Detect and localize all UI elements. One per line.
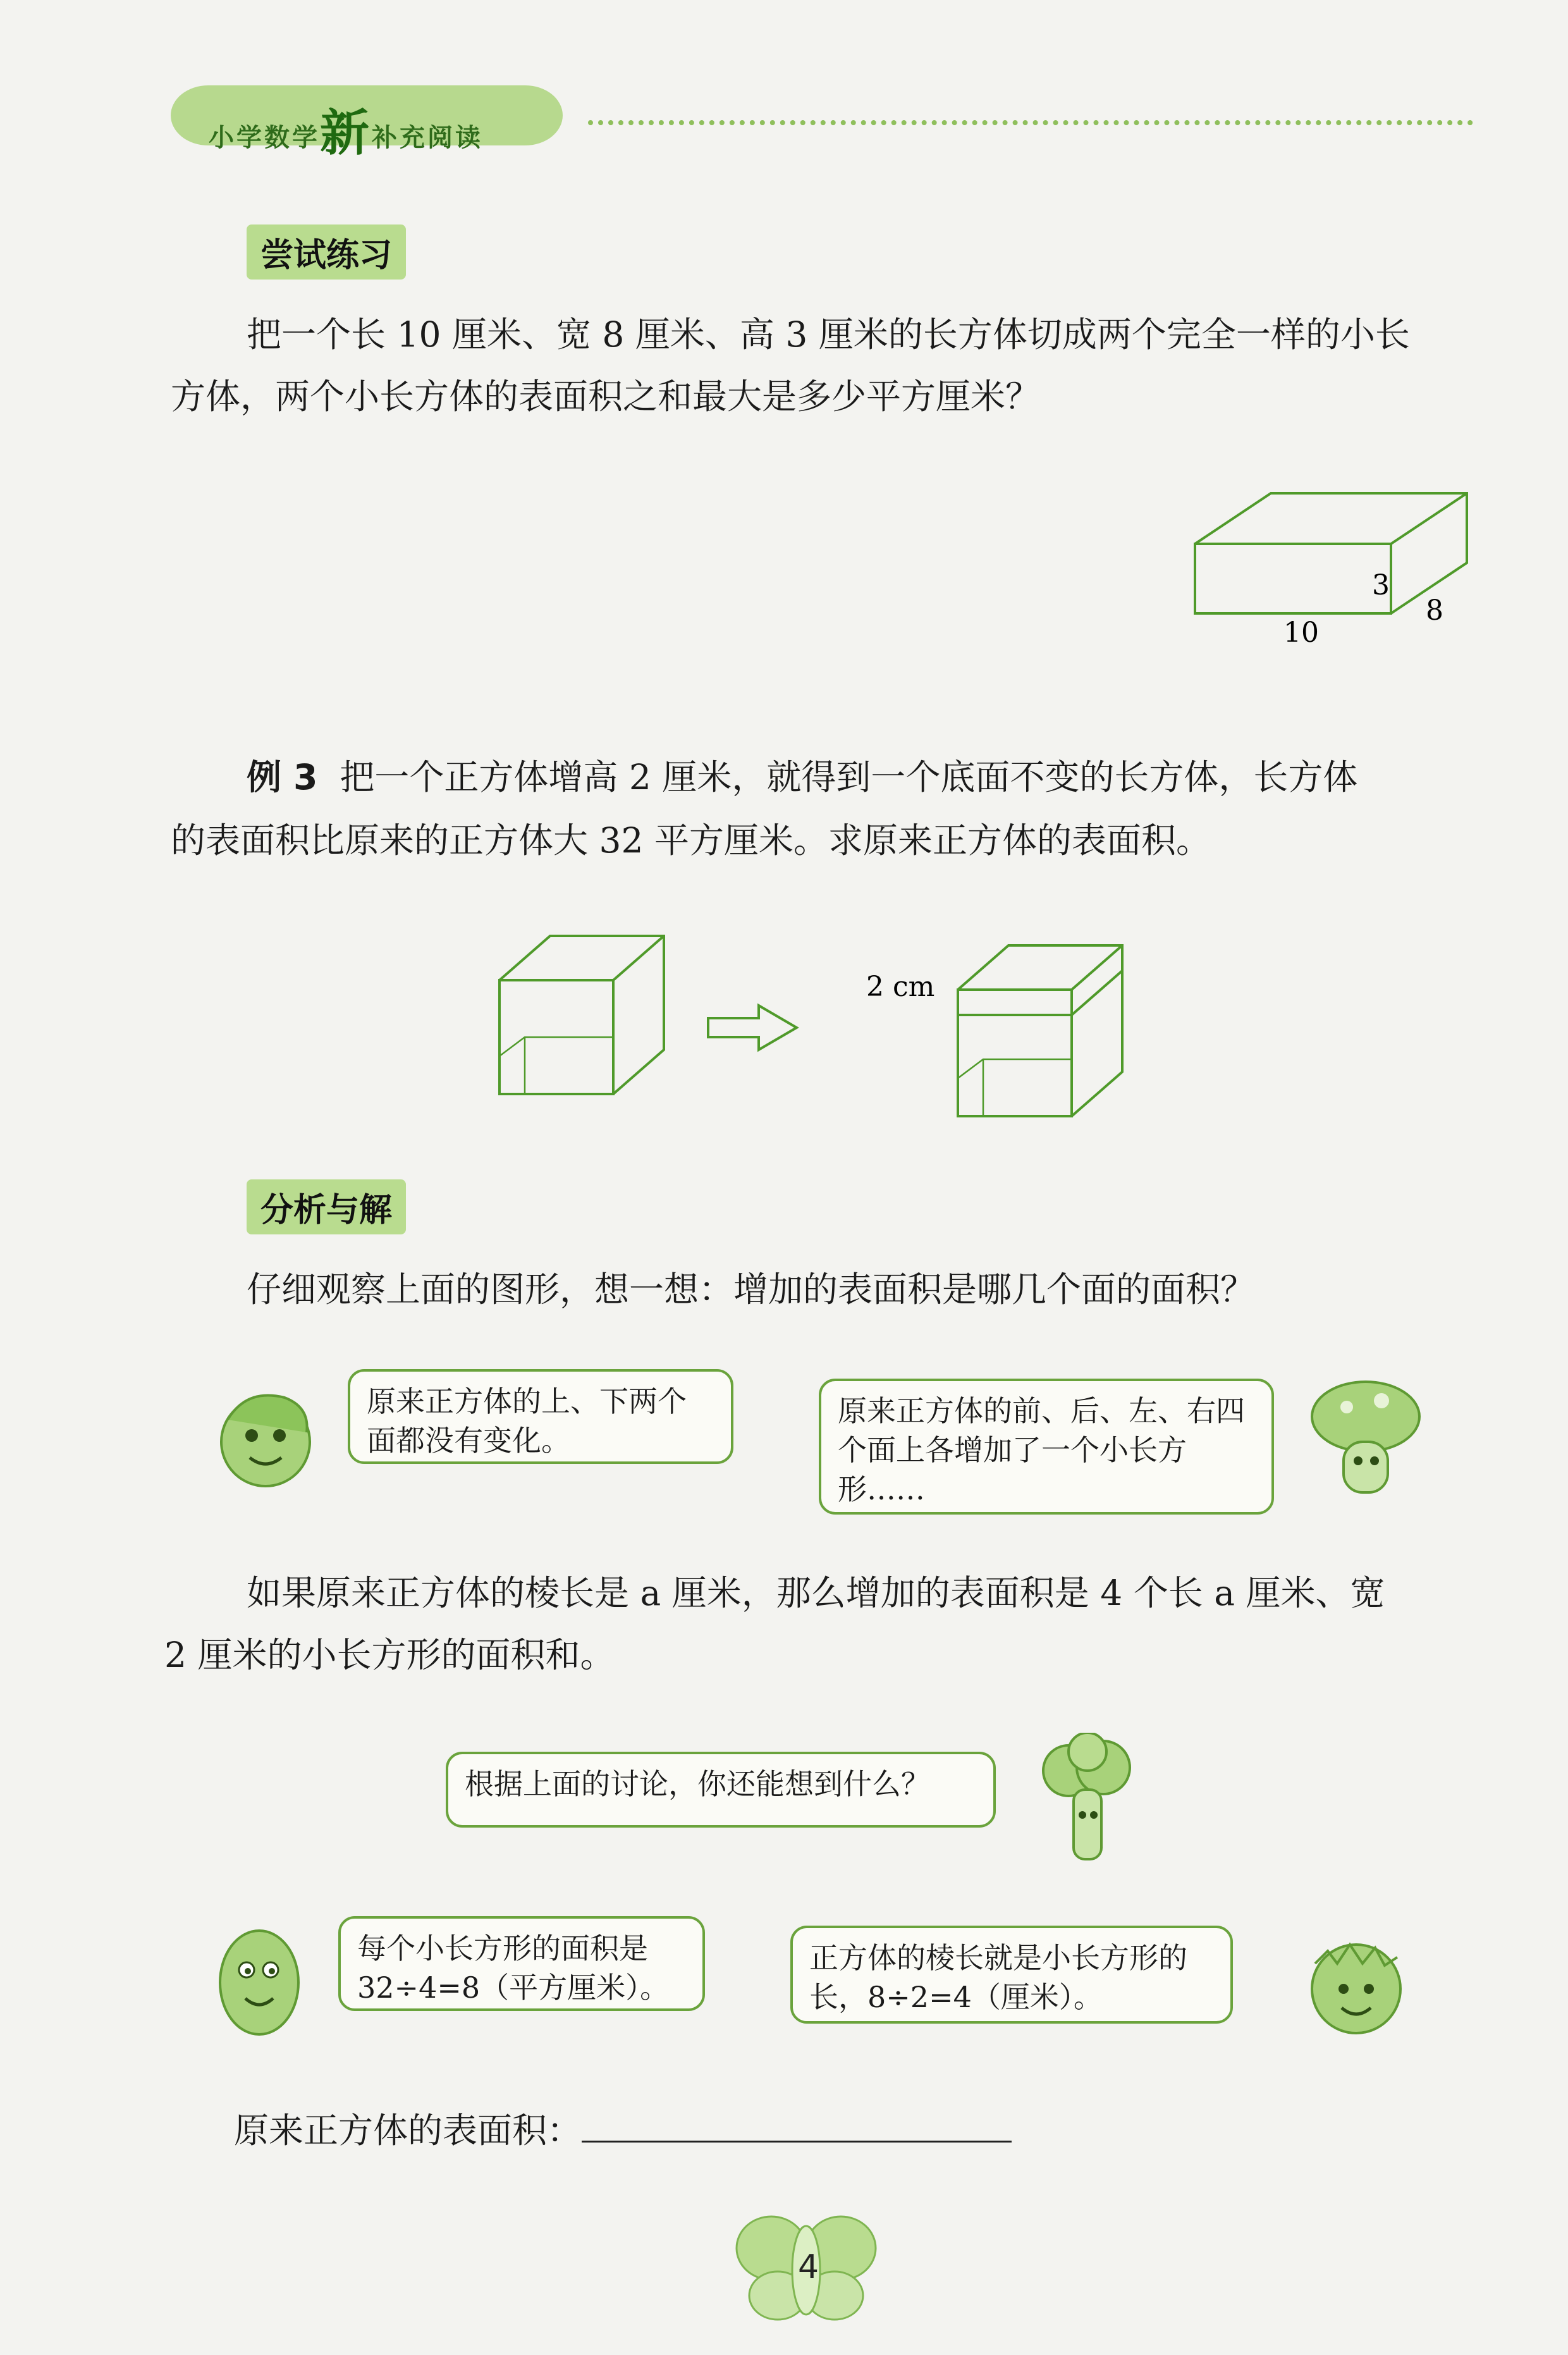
bubble-four-sides-increase: 原来正方体的前、后、左、右四个面上各增加了一个小长方形……: [819, 1379, 1274, 1515]
cartoon-character-girl-icon: [202, 1375, 329, 1502]
page-number: 4: [798, 2248, 819, 2286]
header-title-part2: 补充阅读: [372, 123, 484, 152]
answer-label: 原来正方体的表面积：: [234, 2110, 582, 2151]
analysis-text-a-line2: 2 厘米的小长方形的面积和。: [164, 1635, 615, 1675]
increase-label: 2 cm: [866, 971, 935, 1003]
cuboid-length-label: 10: [1283, 617, 1319, 649]
cuboid-figure: [1176, 481, 1505, 664]
practice-line1: 把一个长 10 厘米、宽 8 厘米、高 3 厘米的长方体切成两个完全一样的小长: [247, 314, 1410, 355]
cuboid-width-label: 8: [1426, 594, 1443, 627]
cartoon-character-mushroom-icon: [1302, 1372, 1429, 1511]
header-title-part1: 小学数学: [209, 123, 320, 152]
cuboid-height-label: 3: [1372, 569, 1390, 601]
bubble-small-rect-area: 每个小长方形的面积是 32÷4=8（平方厘米）。: [338, 1916, 705, 2011]
analysis-tag: 分析与解: [247, 1179, 406, 1234]
analysis-question: 仔细观察上面的图形，想一想：增加的表面积是哪几个面的面积？: [247, 1269, 1256, 1310]
analysis-text-a-line1: 如果原来正方体的棱长是 a 厘米，那么增加的表面积是 4 个长 a 厘米、宽: [247, 1573, 1385, 1613]
example3-line2: 的表面积比原来的正方体大 32 平方厘米。求原来正方体的表面积。: [171, 820, 1211, 861]
header-dotted-rule: [588, 120, 1473, 125]
practice-tag: 尝试练习: [247, 224, 406, 280]
bubble-cube-edge: 正方体的棱长就是小长方形的长，8÷2=4（厘米）。: [790, 1926, 1233, 2024]
answer-row: [234, 2100, 1119, 2161]
practice-line2: 方体，两个小长方体的表面积之和最大是多少平方厘米？: [171, 376, 1041, 417]
cartoon-character-broccoli-icon: [1024, 1733, 1151, 1878]
header-title-big: 新: [320, 105, 372, 162]
bubble-top-bottom-unchanged: 原来正方体的上、下两个面都没有变化。: [348, 1369, 733, 1464]
example3-label: 例 3: [247, 757, 318, 797]
example3-line1: [247, 746, 1549, 808]
answer-blank[interactable]: [582, 2103, 1012, 2143]
header-title: [209, 94, 483, 164]
example3-text1: 把一个正方体增高 2 厘米，就得到一个底面不变的长方体，长方体: [340, 757, 1358, 797]
cartoon-character-bean-icon: [196, 1910, 322, 2049]
cartoon-character-ball-icon: [1283, 1929, 1429, 2043]
cube-transform-figure: [487, 911, 1151, 1126]
bubble-discussion: 根据上面的讨论，你还能想到什么？: [446, 1752, 996, 1828]
